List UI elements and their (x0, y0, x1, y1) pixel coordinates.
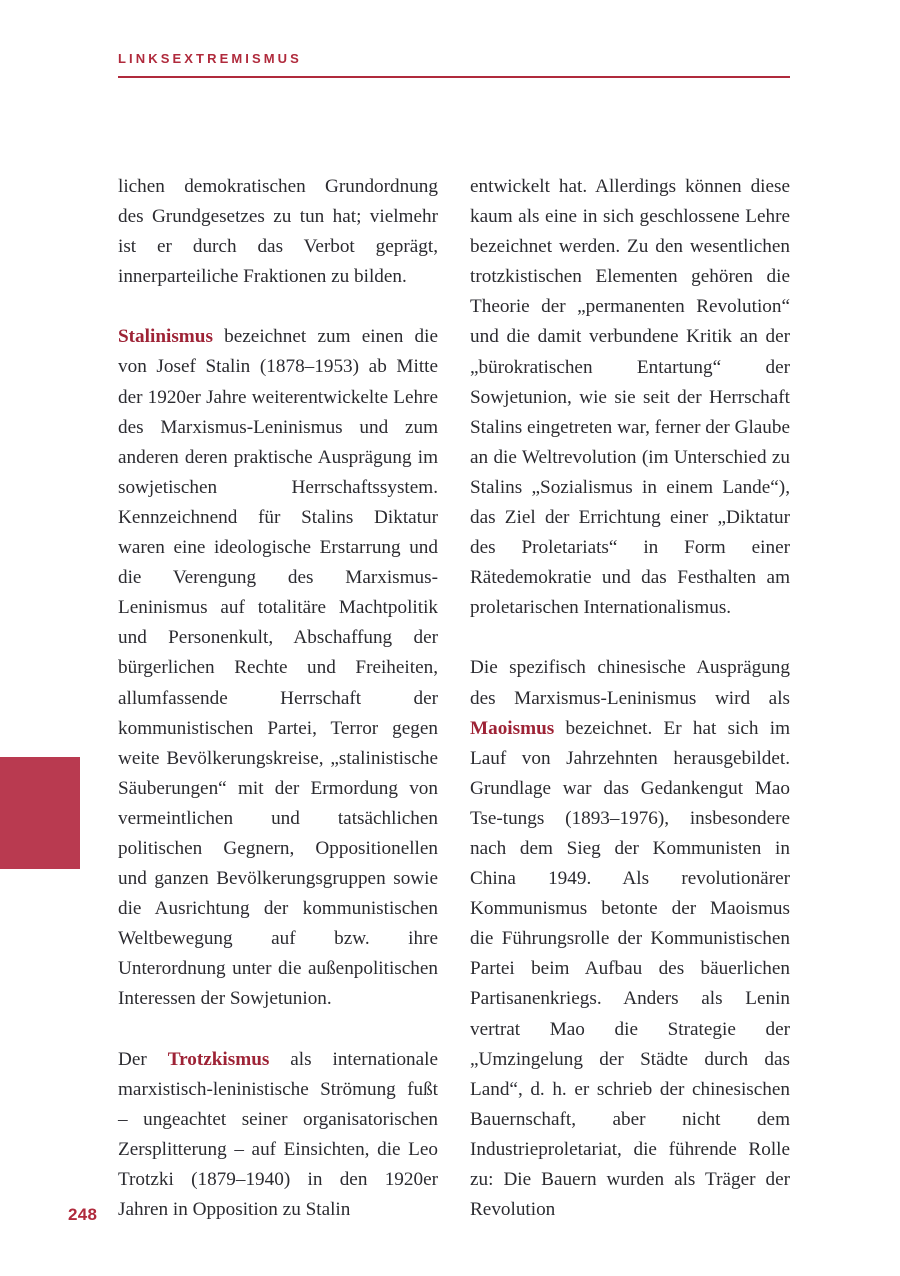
paragraph-text: bezeichnet. Er hat sich im Lauf von Jahrzehnten herausgebildet. Grundlage war das Gedankengut Mao Tse-tungs (1893–1976), insbesondere nach dem Sieg der Kommunisten in China 1949. Als revolutionärer Kommunismus betonte der Maoismus die Führungsrolle der Kommunistischen Partei beim Aufbau des bäuerlichen Partisanenkriegs. Anders als Lenin vertrat Mao die Strategie der „Umzingelung der Städte durch das Land“, d. h. er schrieb der chinesischen Bauernschaft, aber nicht dem Industrieproletariat, die führende Rolle zu: Die Bauern wurden als Träger der Revolution (470, 717, 790, 1221)
text-column-left (118, 172, 438, 1220)
term-trotzkismus: Trotzkismus (167, 1048, 270, 1070)
paragraph-continuation (470, 172, 790, 623)
running-head-title: LINKSEXTREMISMUS (118, 51, 302, 66)
paragraph-continuation (118, 172, 438, 292)
paragraph-text: entwickelt hat. Allerdings können diese kaum als eine in sich geschlossene Lehre bezeichnet werden. Zu den wesentlichen trotzkistischen Elementen gehören die Theorie der „permanenten Revolution“ und die damit verbundene Kritik an der „bürokratischen Entartung“ der Sowjetunion, wie sie seit der Herrschaft Stalins eingetreten war, ferner der Glaube an die Weltrevolution (im Unterschied zu Stalins „Sozialismus in einem Lande“), das Ziel der Errichtung einer „Diktatur des Proletariats“ in Form einer Rätedemokratie und das Festhalten am proletarischen Internationalismus. (470, 176, 790, 619)
paragraph-text: als internationale marxistisch-leninistische Strömung fußt – ungeachtet seiner organisatorischen Zersplitterung – auf Einsichten, die Leo Trotzki (1879–1940) in den 1920er Jahren in Opposition zu Stalin (118, 1048, 438, 1220)
text-column-right (470, 172, 790, 1221)
chapter-thumb-index-tab (0, 757, 80, 869)
text-body (118, 172, 790, 1221)
paragraph-maoismus (470, 653, 790, 1225)
term-stalinismus: Stalinismus (118, 326, 213, 348)
paragraph-text: lichen demokratischen Grundordnung des Grundgesetzes zu tun hat; vielmehr ist er durch das Verbot geprägt, innerparteiliche Fraktionen zu bilden. (118, 176, 438, 288)
paragraph-prefix: Der (118, 1048, 168, 1070)
page-number: 248 (68, 1205, 98, 1224)
paragraph-trotzkismus (118, 1045, 438, 1226)
page-header (118, 52, 790, 78)
header-divider-rule (118, 76, 790, 78)
paragraph-stalinismus (118, 322, 438, 1014)
paragraph-prefix: Die spezifisch chinesische Ausprägung des Marxismus-Leninismus wird als (470, 657, 790, 709)
term-maoismus: Maoismus (470, 717, 555, 739)
paragraph-text: bezeichnet zum einen die von Josef Stalin (1878–1953) ab Mitte der 1920er Jahre weiterentwickelte Lehre des Marxismus-Leninismus und zum anderen deren praktische Ausprägung im sowjetischen Herrschaftssystem. Kennzeichnend für Stalins Diktatur waren eine ideologische Erstarrung und die Verengung des Marxismus-Leninismus auf totalitäre Machtpolitik und Personenkult, Abschaffung der bürgerlichen Rechte und Freiheiten, allumfassende Herrschaft der kommunistischen Partei, Terror gegen weite Bevölkerungskreise, „stalinistische Säuberungen“ mit der Ermordung von vermeintlichen und tatsächlichen politischen Gegnern, Oppositionellen und ganzen Bevölkerungsgruppen sowie die Ausrichtung der kommunistischen Weltbewegung auf bzw. ihre Unterordnung unter die außenpolitischen Interessen der Sowjetunion. (118, 326, 438, 1010)
